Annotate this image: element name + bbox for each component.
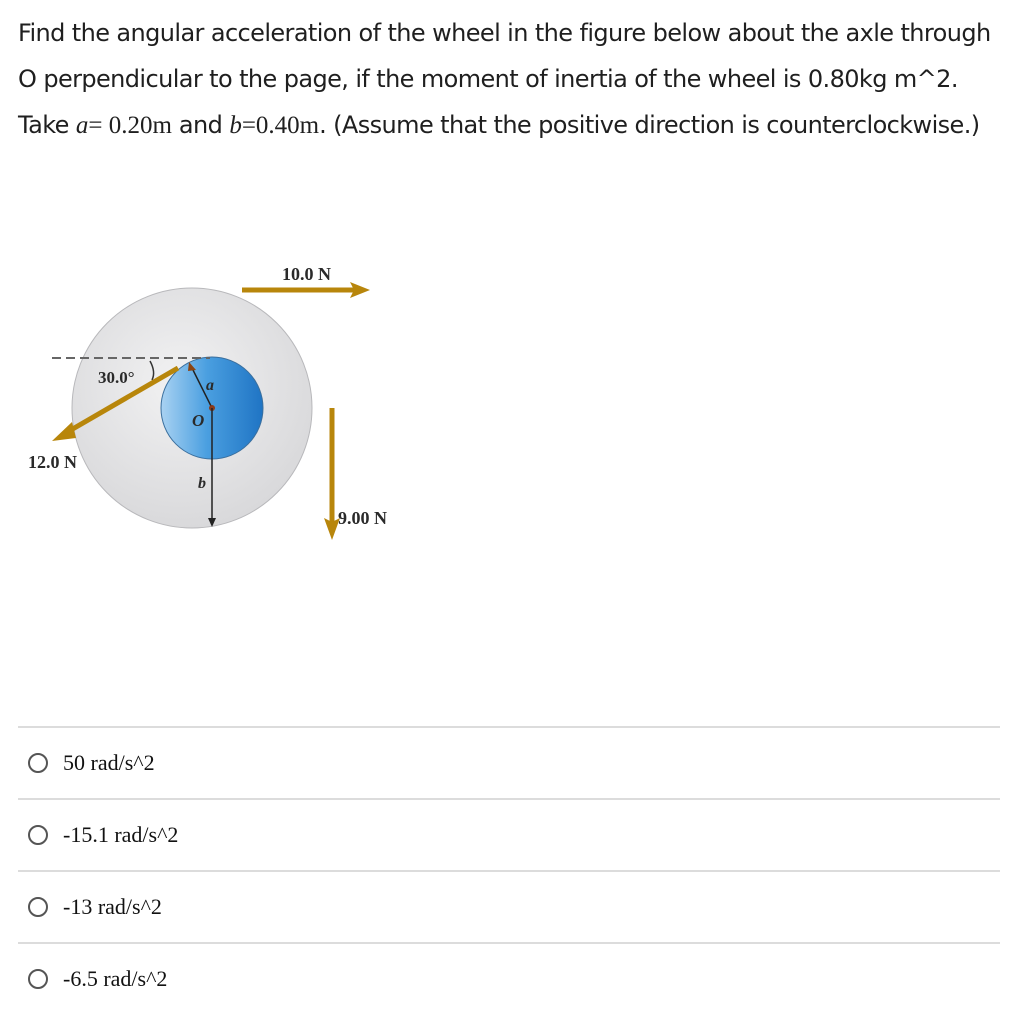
option-label: -6.5 rad/s^2 <box>63 966 168 991</box>
question-text <box>18 10 1008 149</box>
option-3[interactable] <box>18 872 1000 942</box>
question-part2: . (Assume that the positive direction is counterclockwise.) <box>319 111 980 139</box>
force-left-label: 12.0 N <box>28 452 77 472</box>
question-part1: Find the angular acceleration of the wheel in the figure below about the axle through O perpendicular to the page, if the moment of inertia of the wheel is 0.80kg m^2. Take <box>18 19 991 139</box>
answer-options <box>18 726 1000 1014</box>
var-a: a <box>75 112 89 139</box>
force-top-label: 10.0 N <box>282 264 331 284</box>
option-4[interactable] <box>18 944 1000 1014</box>
var-b: b <box>229 112 242 139</box>
radio-button[interactable] <box>28 897 48 917</box>
option-2[interactable] <box>18 800 1000 870</box>
option-label: 50 rad/s^2 <box>63 750 155 775</box>
wheel-figure <box>20 250 420 550</box>
force-right-label: 9.00 N <box>338 508 387 528</box>
value-b: =0.40m <box>241 112 320 139</box>
label-a: a <box>206 377 214 394</box>
label-b: b <box>198 475 206 492</box>
option-label: -13 rad/s^2 <box>63 894 162 919</box>
angle-label: 30.0° <box>98 368 135 387</box>
radio-button[interactable] <box>28 753 48 773</box>
radio-button[interactable] <box>28 969 48 989</box>
option-label: -15.1 rad/s^2 <box>63 822 179 847</box>
label-o: O <box>192 411 205 430</box>
and-text: and <box>171 111 230 139</box>
option-1[interactable] <box>18 728 1000 798</box>
radio-button[interactable] <box>28 825 48 845</box>
value-a: = 0.20m <box>88 112 172 139</box>
